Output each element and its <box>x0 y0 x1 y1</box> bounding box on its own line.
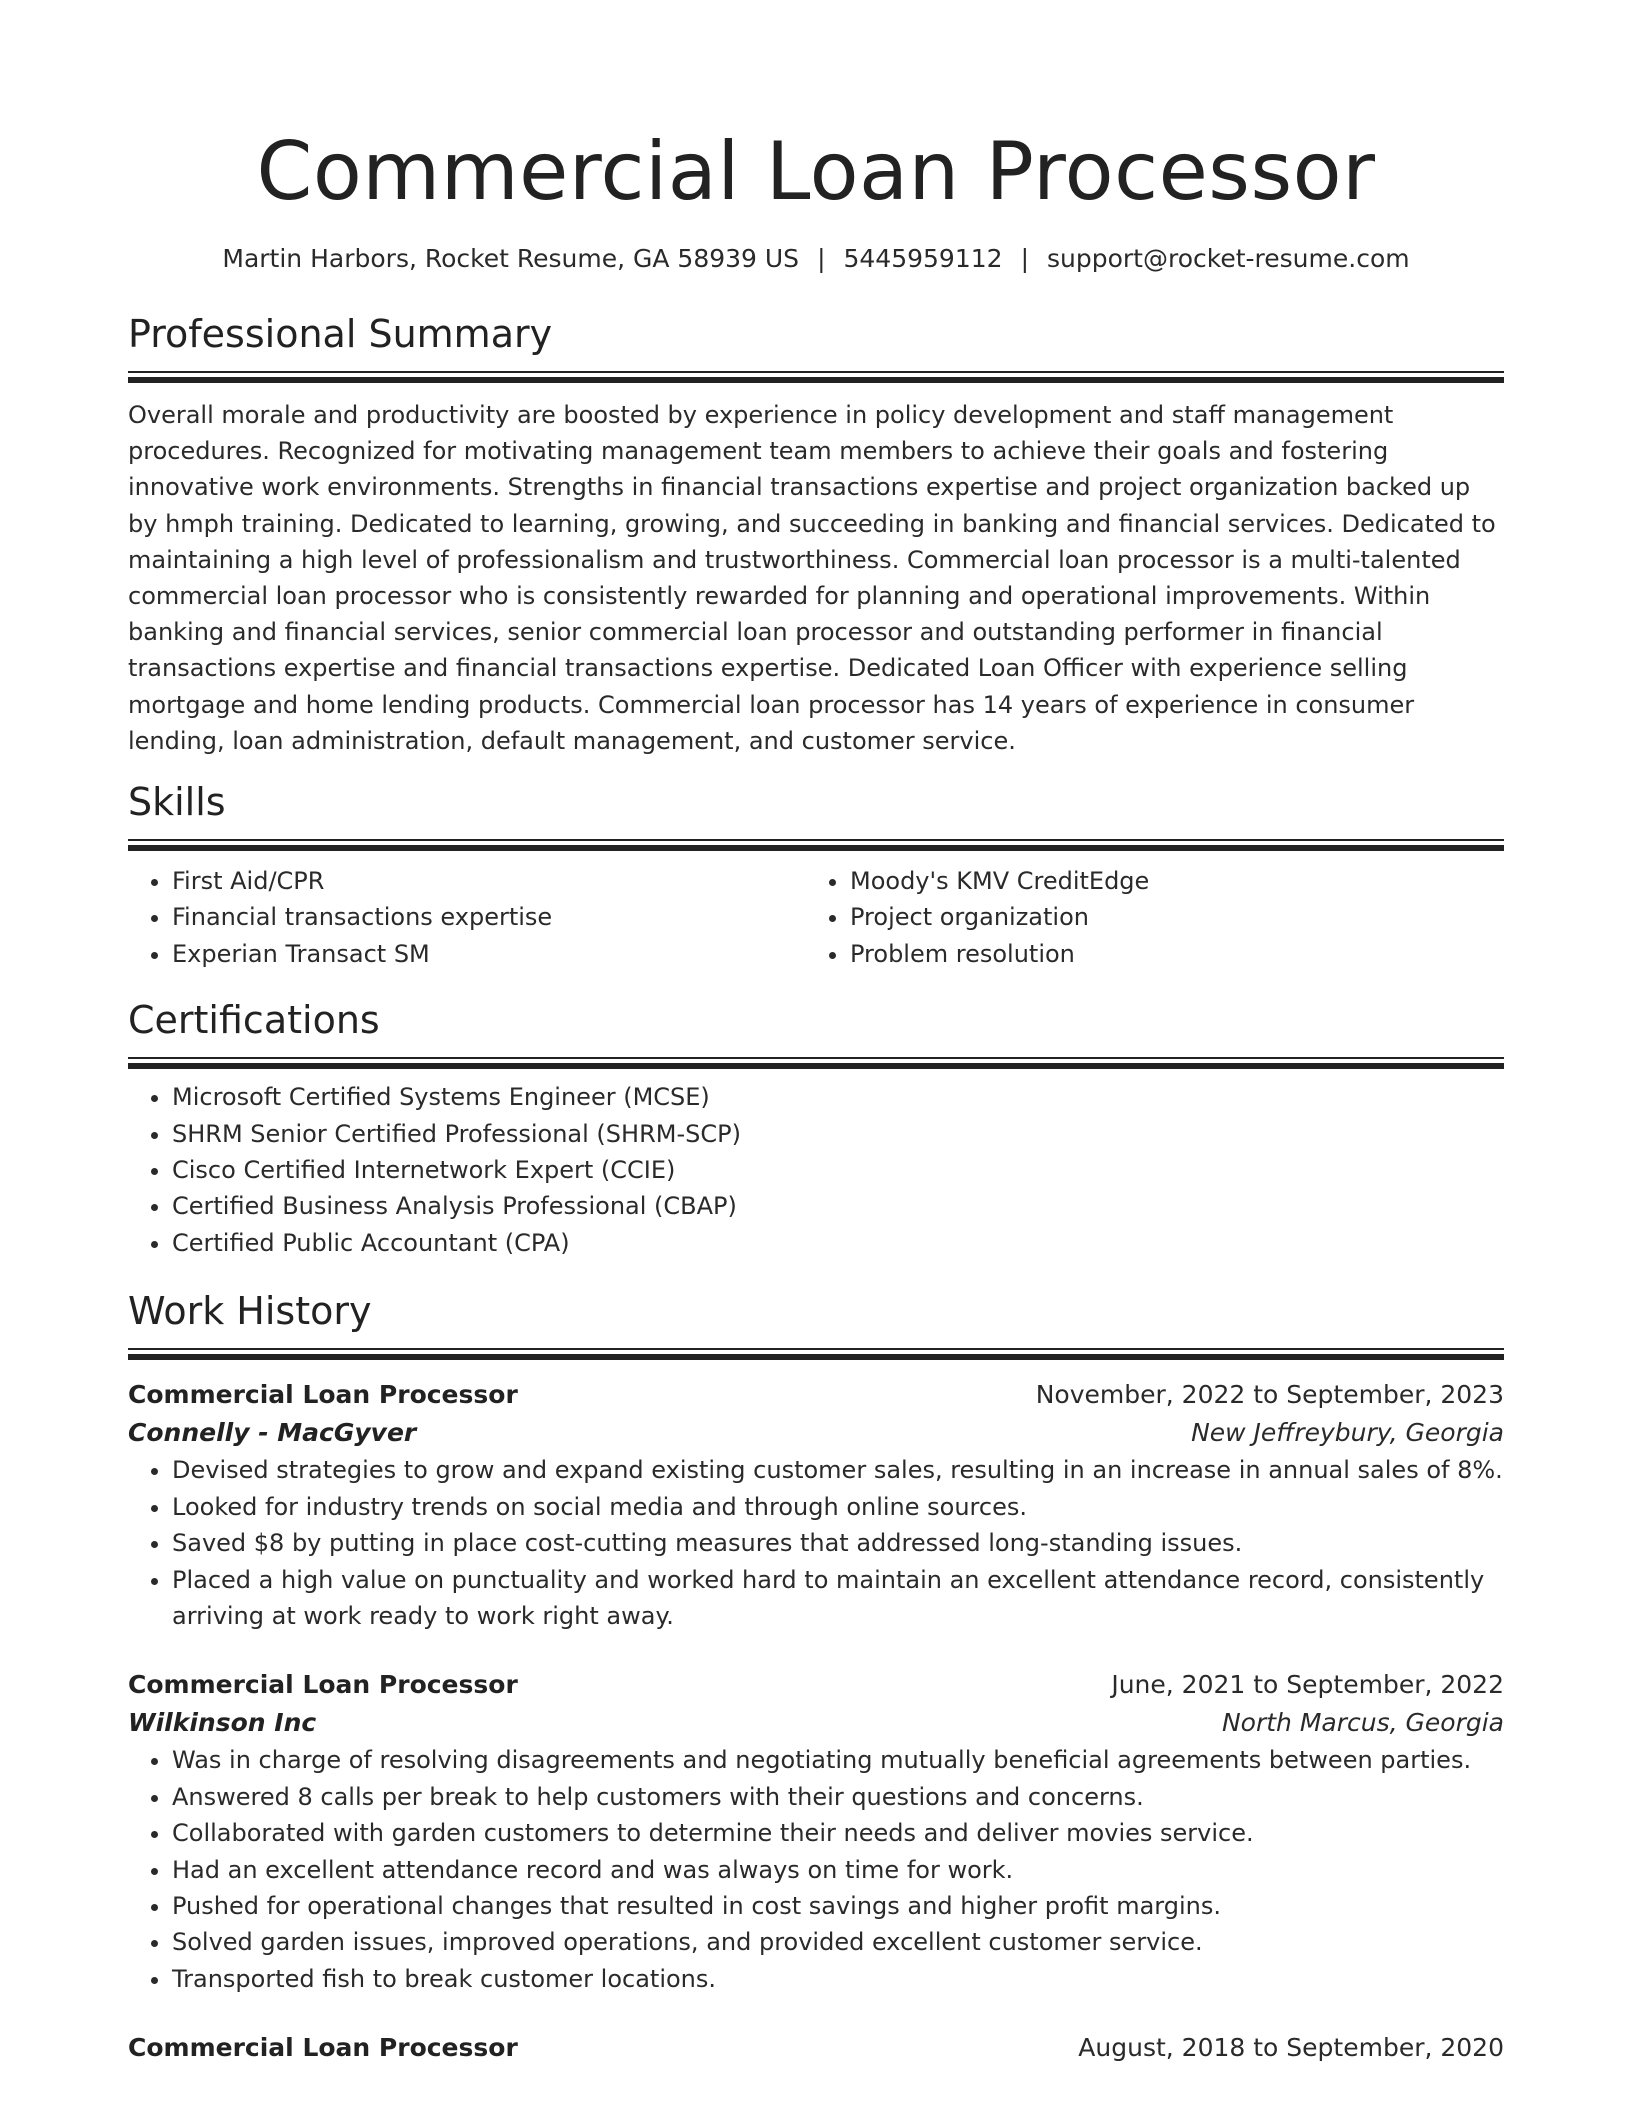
resume-title: Commercial Loan Processor <box>256 125 1376 218</box>
contact-separator: | <box>817 244 826 273</box>
job-bullets <box>128 1452 1504 1634</box>
skill-item: • Project organization <box>850 899 1484 935</box>
job-location: North Marcus, Georgia <box>1221 1708 1504 1738</box>
skills-section <box>128 777 1504 972</box>
contact-email[interactable]: support@rocket-resume.com <box>1047 244 1410 273</box>
section-heading-skills: Skills <box>128 780 226 825</box>
section-divider <box>128 839 1504 851</box>
job-subheader <box>128 1704 1504 1742</box>
section-heading-work-history: Work History <box>128 1289 372 1334</box>
job-header <box>128 1376 1504 1414</box>
job-location: New Jeffreybury, Georgia <box>1191 1418 1504 1448</box>
job-bullet: • Placed a high value on punctuality and worked hard to maintain an excellent attendance record, consistently arriving at work ready to work right away. <box>172 1562 1504 1635</box>
job-bullet: • Answered 8 calls per break to help customers with their questions and concerns. <box>172 1779 1504 1815</box>
certifications-section <box>128 995 1504 1261</box>
skill-item: • Problem resolution <box>850 936 1484 972</box>
skills-column-right <box>806 863 1484 972</box>
section-divider <box>128 1057 1504 1069</box>
section-divider <box>128 371 1504 383</box>
certification-item: • Certified Public Accountant (CPA) <box>172 1225 1504 1261</box>
job-company: Connelly - MacGyver <box>128 1418 417 1448</box>
job-bullet: • Looked for industry trends on social media and through online sources. <box>172 1489 1504 1525</box>
job-bullet: • Pushed for operational changes that resulted in cost savings and higher profit margins. <box>172 1888 1504 1924</box>
section-heading-summary: Professional Summary <box>128 312 553 356</box>
job-dates: June, 2021 to September, 2022 <box>1111 1670 1504 1700</box>
summary-section <box>128 309 1504 759</box>
certification-item: • Cisco Certified Internetwork Expert (CCIE) <box>172 1152 1504 1188</box>
job-header <box>128 2029 1504 2067</box>
skill-item: • Financial transactions expertise <box>172 899 806 935</box>
job-dates: November, 2022 to September, 2023 <box>1035 1380 1504 1410</box>
job-entry <box>128 1666 1504 1997</box>
skill-item: • Experian Transact SM <box>172 936 806 972</box>
skill-item: • First Aid/CPR <box>172 863 806 899</box>
skills-column-left <box>128 863 806 972</box>
skill-item: • Moody's KMV CreditEdge <box>850 863 1484 899</box>
job-bullet: • Had an excellent attendance record and was always on time for work. <box>172 1852 1504 1888</box>
job-bullet: • Devised strategies to grow and expand existing customer sales, resulting in an increase in annual sales of 8%. <box>172 1452 1504 1488</box>
section-divider <box>128 1348 1504 1360</box>
job-bullet: • Transported fish to break customer locations. <box>172 1961 1504 1997</box>
job-bullet: • Solved garden issues, improved operations, and provided excellent customer service. <box>172 1924 1504 1960</box>
contact-phone: 5445959112 <box>843 244 1003 273</box>
job-bullet: • Collaborated with garden customers to determine their needs and deliver movies service. <box>172 1815 1504 1851</box>
job-title: Commercial Loan Processor <box>128 2033 518 2063</box>
job-title: Commercial Loan Processor <box>128 1670 518 1700</box>
certification-item: • Microsoft Certified Systems Engineer (MCSE) <box>172 1079 1504 1115</box>
job-subheader <box>128 1414 1504 1452</box>
certification-item: • SHRM Senior Certified Professional (SHRM-SCP) <box>172 1116 1504 1152</box>
contact-line <box>128 242 1504 276</box>
section-heading-certifications: Certifications <box>128 998 380 1043</box>
job-bullet: • Saved $8 by putting in place cost-cutting measures that addressed long-standing issues. <box>172 1525 1504 1561</box>
job-header <box>128 1666 1504 1704</box>
job-entry <box>128 2029 1504 2067</box>
certification-item: • Certified Business Analysis Professional (CBAP) <box>172 1188 1504 1224</box>
contact-separator: | <box>1020 244 1029 273</box>
job-bullet: • Was in charge of resolving disagreements and negotiating mutually beneficial agreements between parties. <box>172 1742 1504 1778</box>
job-dates: August, 2018 to September, 2020 <box>1078 2033 1504 2063</box>
contact-address: Martin Harbors, Rocket Resume, GA 58939 US <box>222 244 800 273</box>
skills-grid <box>128 863 1504 972</box>
work-history-section <box>128 1286 1504 2067</box>
job-company: Wilkinson Inc <box>128 1708 317 1738</box>
job-title: Commercial Loan Processor <box>128 1380 518 1410</box>
job-bullets <box>128 1742 1504 1997</box>
certifications-list <box>128 1079 1504 1261</box>
job-entry <box>128 1376 1504 1634</box>
resume-page <box>128 0 1504 2067</box>
summary-text: Overall morale and productivity are boosted by experience in policy development and staff management procedures. Recognized for motivating management team members to achieve their goals and fostering innovative work environments. Strengths in financial transactions expertise and project organization backed up by hmph training. Dedicated to learning, growing, and succeeding in banking and financial services. Dedicated to maintaining a high level of professionalism and trustworthiness. Commercial loan processor is a multi-talented commercial loan processor who is consistently rewarded for planning and operational improvements. Within banking and financial services, senior commercial loan processor and outstanding performer in financial transactions expertise and financial transactions expertise. Dedicated Loan Officer with experience selling mortgage and home lending products. Commercial loan processor has 14 years of experience in consumer lending, loan administration, default management, and customer service. <box>128 401 1496 755</box>
